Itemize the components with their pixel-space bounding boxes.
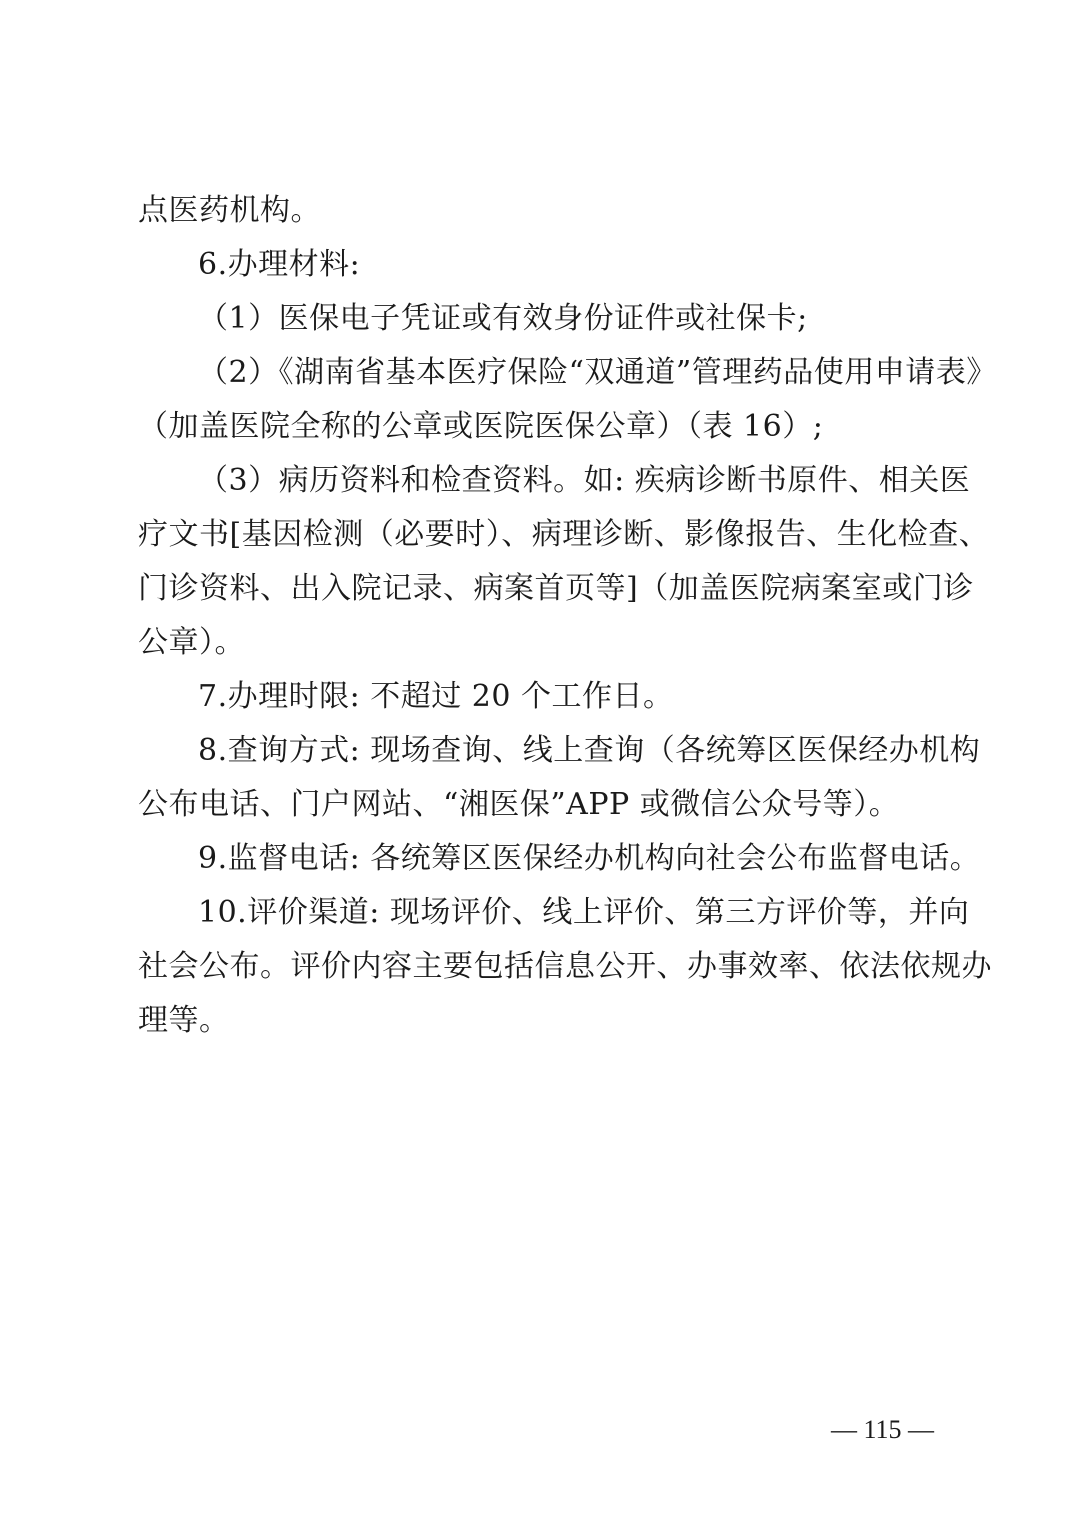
text-line: 公章）。 bbox=[138, 625, 245, 660]
text-line: （加盖医院全称的公章或医院医保公章）（表 16）; bbox=[138, 409, 824, 444]
text-line: （2）《湖南省基本医疗保险“双通道”管理药品使用申请表》 bbox=[198, 355, 997, 390]
text-line: 9.监督电话: 各统筹区医保经办机构向社会公布监督电话。 bbox=[198, 841, 981, 876]
text-line: （1）医保电子凭证或有效身份证件或社保卡; bbox=[198, 301, 808, 336]
text-line: 公布电话、门户网站、“湘医保”APP 或微信公众号等）。 bbox=[138, 787, 900, 822]
text-line: 6.办理材料: bbox=[198, 247, 361, 282]
page-number: — 115 — bbox=[830, 1415, 934, 1444]
document-body bbox=[138, 184, 997, 1048]
text-line: 10.评价渠道: 现场评价、线上评价、第三方评价等，并向 bbox=[198, 895, 970, 930]
text-line: 社会公布。评价内容主要包括信息公开、办事效率、依法依规办 bbox=[138, 949, 992, 984]
text-line: 8.查询方式: 现场查询、线上查询（各统筹区医保经办机构 bbox=[198, 733, 981, 768]
text-line: 理等。 bbox=[138, 1003, 230, 1038]
text-line: 7.办理时限: 不超过 20 个工作日。 bbox=[198, 679, 674, 714]
text-line: 疗文书[基因检测（必要时）、病理诊断、影像报告、生化检查、 bbox=[138, 517, 990, 552]
text-line: （3）病历资料和检查资料。如: 疾病诊断书原件、相关医 bbox=[198, 463, 971, 498]
text-line: 门诊资料、出入院记录、病案首页等]（加盖医院病案室或门诊 bbox=[138, 571, 974, 606]
text-line: 点医药机构。 bbox=[138, 193, 321, 228]
